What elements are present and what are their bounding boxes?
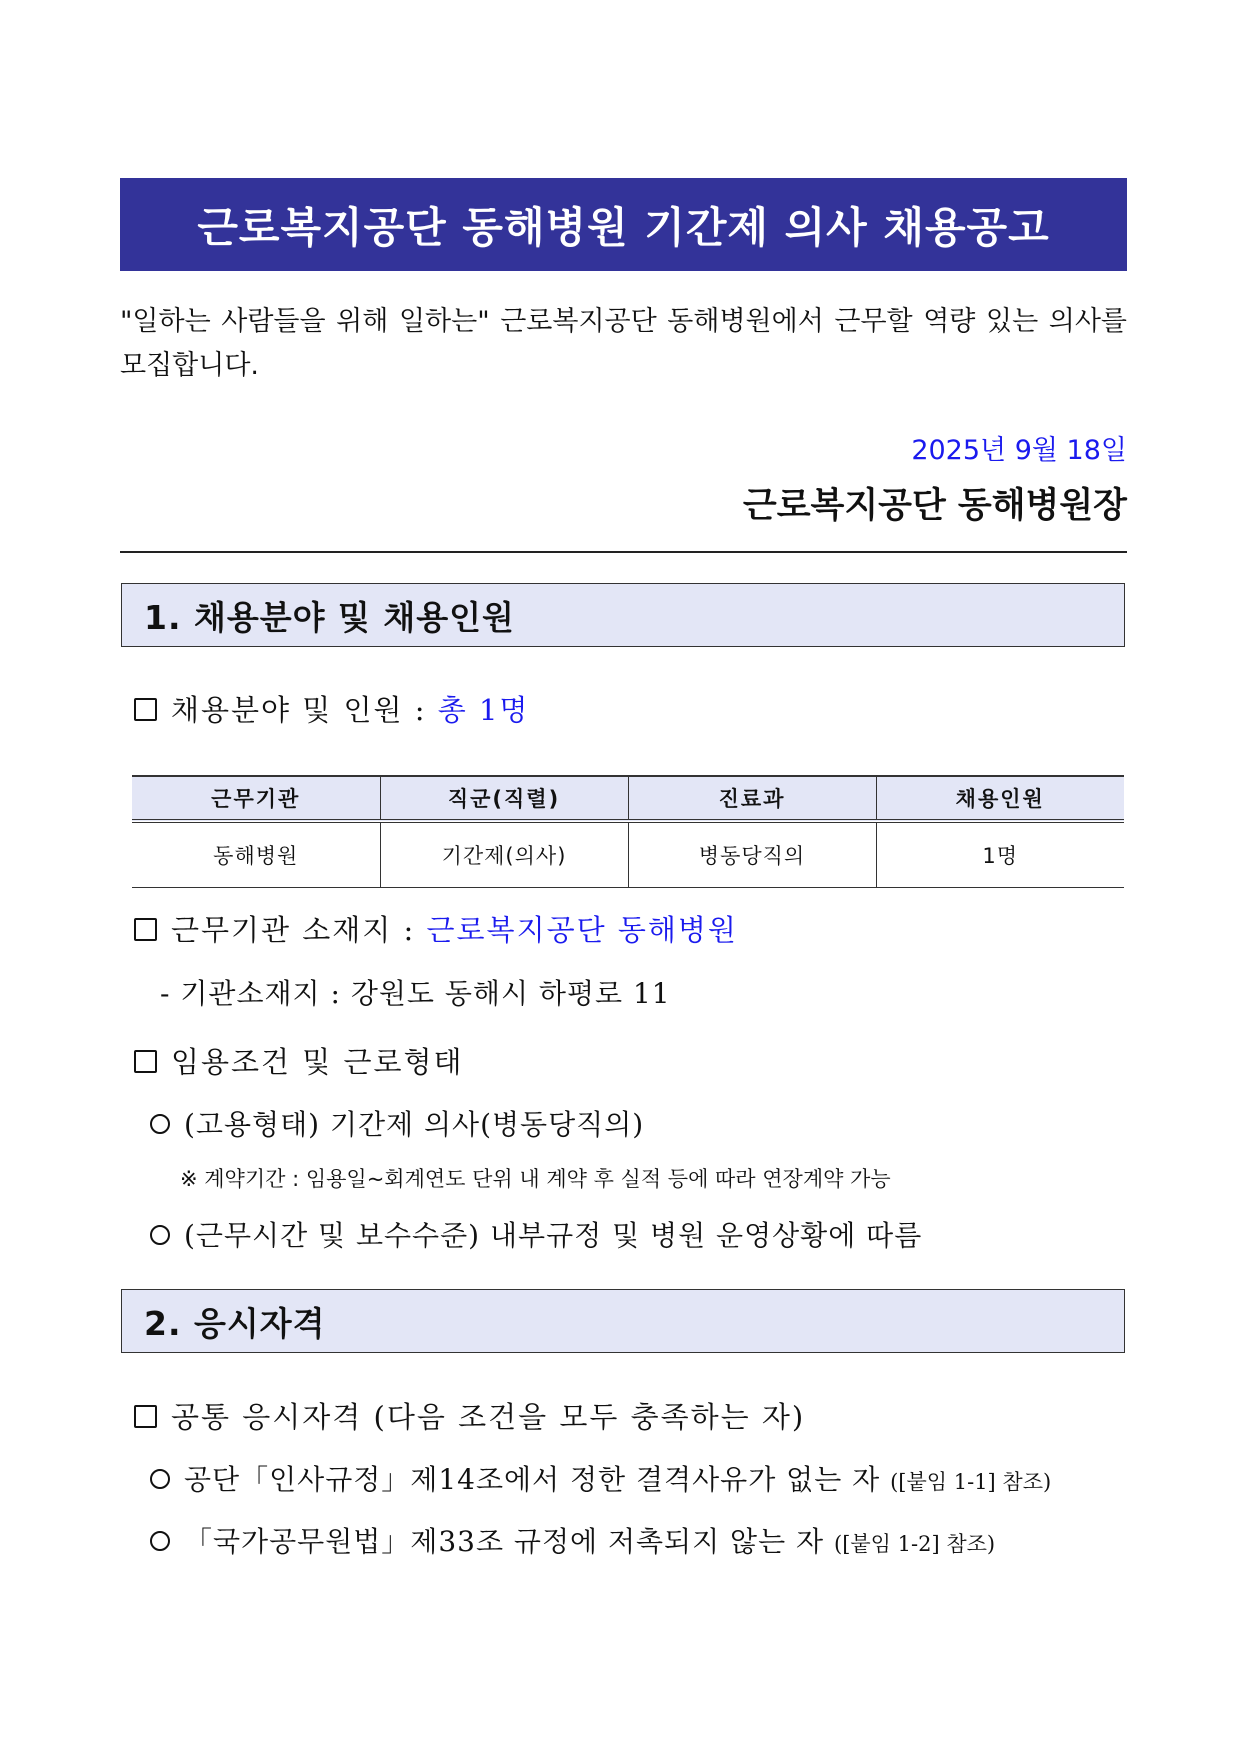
qualification-item-1 — [150, 1458, 1051, 1498]
employment-type-line — [150, 1103, 644, 1143]
location-label: 근무기관 소재지 : — [171, 913, 427, 947]
table-header-cell: 채용인원 — [876, 776, 1124, 821]
work-hours-line — [150, 1214, 922, 1254]
circle-bullet-icon — [150, 1469, 170, 1489]
conditions-line — [134, 1040, 464, 1081]
announcement-date: 2025년 9월 18일 — [911, 435, 1127, 466]
common-qualification-heading: 공통 응시자격 (다음 조건을 모두 충족하는 자) — [171, 1400, 806, 1434]
circle-bullet-icon — [150, 1114, 170, 1134]
table-header-cell: 진료과 — [628, 776, 876, 821]
document-title: 근로복지공단 동해병원 기간제 의사 채용공고 — [120, 178, 1127, 271]
issuer: 근로복지공단 동해병원장 — [742, 486, 1127, 526]
qualification-item-2-ref: ([붙임 1-2] 참조) — [834, 1532, 996, 1556]
address-line: - 기관소재지 : 강원도 동해시 하평로 11 — [160, 977, 671, 1010]
divider — [120, 551, 1127, 553]
qualification-item-1-ref: ([붙임 1-1] 참조) — [890, 1470, 1052, 1494]
recruitment-table — [132, 775, 1124, 888]
qualification-item-2-text: 「국가공무원법」제33조 규정에 저촉되지 않는 자 — [184, 1525, 825, 1558]
circle-bullet-icon — [150, 1225, 170, 1245]
recruit-field-value: 총 1명 — [437, 693, 530, 727]
common-qualification-line — [134, 1395, 805, 1436]
square-bullet-icon — [134, 1405, 157, 1428]
square-bullet-icon — [134, 1050, 157, 1073]
location-line — [134, 908, 738, 949]
table-header-row — [132, 776, 1124, 821]
employment-type: (고용형태) 기간제 의사(병동당직의) — [184, 1108, 645, 1141]
qualification-item-2 — [150, 1520, 995, 1560]
table-cell: 병동당직의 — [628, 821, 876, 888]
qualification-item-1-text: 공단「인사규정」제14조에서 정한 결격사유가 없는 자 — [184, 1463, 881, 1496]
work-hours: (근무시간 및 보수수준) 내부규정 및 병원 운영상황에 따름 — [184, 1219, 923, 1252]
table-cell: 기간제(의사) — [380, 821, 628, 888]
square-bullet-icon — [134, 918, 157, 941]
table-header-cell: 근무기관 — [132, 776, 380, 821]
square-bullet-icon — [134, 698, 157, 721]
table-row — [132, 821, 1124, 888]
circle-bullet-icon — [150, 1531, 170, 1551]
recruit-field-line — [134, 688, 529, 729]
contract-note: ※ 계약기간 : 임용일~회계연도 단위 내 계약 후 실적 등에 따라 연장계약 가능 — [180, 1167, 891, 1191]
conditions-heading: 임용조건 및 근로형태 — [171, 1045, 464, 1079]
intro-text: "일하는 사람들을 위해 일하는" 근로복지공단 동해병원에서 근무할 역량 있는 의사를 모집합니다. — [120, 306, 1127, 381]
recruit-field-label: 채용분야 및 인원 : — [171, 693, 438, 727]
table-cell: 동해병원 — [132, 821, 380, 888]
location-value: 근로복지공단 동해병원 — [426, 913, 738, 947]
section-heading-1: 1. 채용분야 및 채용인원 — [121, 583, 1125, 647]
section-heading-2: 2. 응시자격 — [121, 1289, 1125, 1353]
table-header-cell: 직군(직렬) — [380, 776, 628, 821]
table-cell: 1명 — [876, 821, 1124, 888]
